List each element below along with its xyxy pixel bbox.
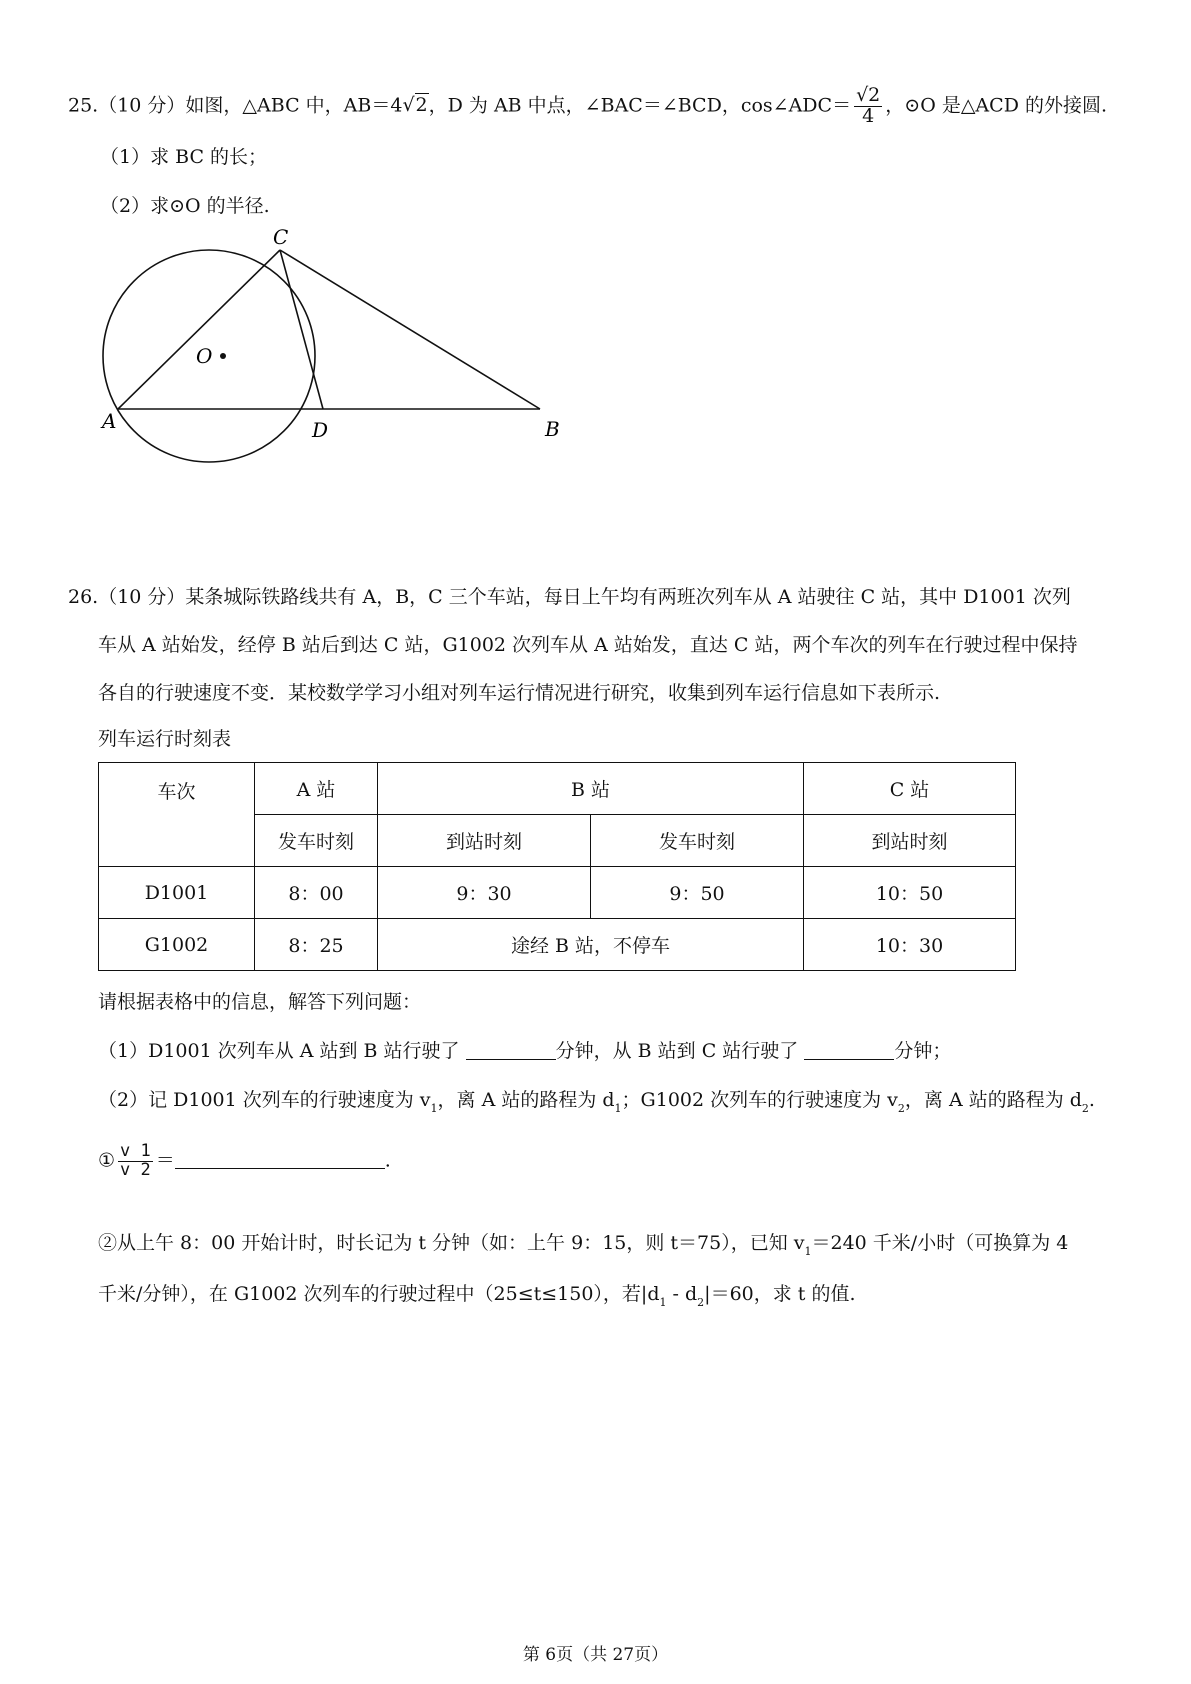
- circled-one: ①: [98, 1149, 116, 1172]
- answer-blank-3[interactable]: [175, 1168, 385, 1169]
- table-title: 列车运行时刻表: [98, 728, 232, 750]
- circle2-text-a: ②从上午 8：00 开始计时，时长记为 t 分钟（如：上午 9：15，则 t＝75），已知 v: [98, 1232, 805, 1254]
- subheader-b-arrive: 到站时刻: [378, 815, 591, 867]
- subscript: 1: [804, 1245, 812, 1258]
- cell-b-depart: 9：50: [591, 867, 804, 919]
- cos-fraction: [854, 86, 882, 127]
- answer-blank-2[interactable]: [804, 1059, 894, 1060]
- ratio-fraction: [118, 1143, 153, 1180]
- circle2-text-d: - d: [666, 1283, 698, 1305]
- sqrt-radicand: 2: [415, 94, 428, 117]
- segment-cd: [280, 250, 323, 409]
- period: .: [384, 1149, 391, 1172]
- header-train: 车次: [99, 763, 255, 867]
- part2-text-d: ，离 A 站的路程为 d: [904, 1089, 1082, 1111]
- subscript: 1: [430, 1102, 438, 1115]
- part1-text-c: 分钟；: [894, 1040, 952, 1062]
- q26-part2: [98, 1089, 1095, 1115]
- subscript: 2: [1081, 1102, 1089, 1115]
- cell-b-note: 途经 B 站，不停车: [378, 919, 804, 971]
- q26-part1: [98, 1040, 951, 1063]
- subscript: 1: [659, 1296, 667, 1309]
- subheader-b-depart: 发车时刻: [591, 815, 804, 867]
- table-row: [99, 867, 1016, 919]
- timetable: [98, 762, 1016, 971]
- ratio-denominator: v 2: [120, 1159, 151, 1180]
- part1-text-a: （1）D1001 次列车从 A 站到 B 站行驶了: [98, 1040, 460, 1062]
- page-footer: 第 6页（共 27页）: [522, 1645, 669, 1665]
- label-d: D: [312, 418, 329, 442]
- q25-header: [68, 86, 1107, 127]
- subscript: 2: [897, 1102, 905, 1115]
- label-b: B: [545, 417, 560, 441]
- subscript: 1: [614, 1102, 622, 1115]
- part2-text-a: （2）记 D1001 次列车的行驶速度为 v: [98, 1089, 431, 1111]
- part2-text-c: ；G1002 次列车的行驶速度为 v: [621, 1089, 898, 1111]
- cell-c-arrive: 10：30: [804, 919, 1016, 971]
- cell-train: D1001: [99, 867, 255, 919]
- cell-a-depart: 8：00: [255, 867, 378, 919]
- q26-circle2-line1: [98, 1232, 1068, 1258]
- circle2-text-e: |＝60，求 t 的值.: [704, 1283, 856, 1305]
- ratio-numerator: v 1: [120, 1141, 151, 1161]
- q25-header-text-a: 25.（10 分）如图，△ABC 中，AB＝4: [68, 94, 403, 117]
- cell-b-arrive: 9：30: [378, 867, 591, 919]
- q26-line3: 各自的行驶速度不变．某校数学学习小组对列车运行情况进行研究，收集到列车运行信息如下表所示.: [98, 682, 941, 704]
- instruction: 请根据表格中的信息，解答下列问题：: [98, 991, 422, 1013]
- cell-a-depart: 8：25: [255, 919, 378, 971]
- table-row: [99, 919, 1016, 971]
- q25-header-text-c: ，⊙O 是△ACD 的外接圆.: [885, 94, 1108, 117]
- circle2-text-b: ＝240 千米/小时（可换算为 4: [811, 1232, 1069, 1254]
- cell-train: G1002: [99, 919, 255, 971]
- cos-fraction-numerator: √2: [856, 84, 881, 106]
- segment-cb: [280, 250, 540, 409]
- label-c: C: [273, 225, 289, 249]
- answer-blank-1[interactable]: [466, 1059, 556, 1060]
- q25-part2: （2）求⊙O 的半径.: [100, 195, 270, 217]
- cell-c-arrive: 10：50: [804, 867, 1016, 919]
- q25-header-text-b: ，D 为 AB 中点，∠BAC＝∠BCD，cos∠ADC＝: [428, 94, 852, 117]
- part1-text-b: 分钟，从 B 站到 C 站行驶了: [555, 1040, 799, 1062]
- label-o: O: [196, 344, 213, 368]
- center-point-o: [220, 353, 226, 359]
- subheader-a-depart: 发车时刻: [255, 815, 378, 867]
- part2-text-e: .: [1088, 1089, 1095, 1111]
- cos-fraction-denominator: 4: [862, 104, 875, 127]
- circle2-text-c: 千米/分钟），在 G1002 次列车的行驶过程中（25≤t≤150），若|d: [98, 1283, 660, 1305]
- q25-part1: （1）求 BC 的长；: [100, 146, 268, 168]
- q26-circle2-line2: [98, 1283, 856, 1309]
- timetable-header-row: [99, 763, 1016, 815]
- q26-line1: 26.（10 分）某条城际铁路线共有 A，B，C 三个车站，每日上午均有两班次列车从 A 站驶往 C 站，其中 D1001 次列: [68, 586, 1071, 608]
- ratio-question: [98, 1143, 391, 1180]
- label-a: A: [102, 409, 117, 433]
- geometry-figure: [90, 225, 560, 485]
- q26-line2: 车从 A 站始发，经停 B 站后到达 C 站，G1002 次列车从 A 站始发，直达 C 站，两个车次的列车在行驶过程中保持: [98, 634, 1078, 656]
- subscript: 2: [697, 1296, 705, 1309]
- header-station-b: B 站: [378, 763, 804, 815]
- header-station-c: C 站: [804, 763, 1016, 815]
- part2-text-b: ，离 A 站的路程为 d: [437, 1089, 615, 1111]
- sqrt-expression: √2: [402, 94, 428, 117]
- header-station-a: A 站: [255, 763, 378, 815]
- equals-sign: ＝: [155, 1149, 175, 1172]
- subheader-c-arrive: 到站时刻: [804, 815, 1016, 867]
